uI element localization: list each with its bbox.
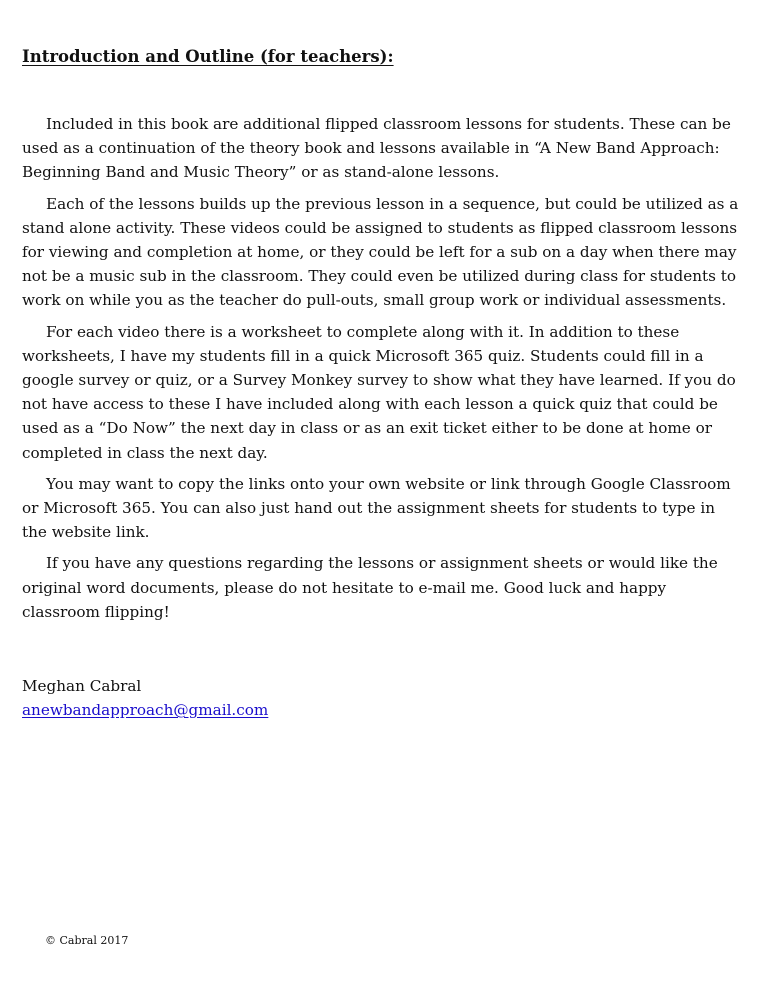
paragraph-lesson-sequence: Each of the lessons builds up the previous lesson in a sequence, but could be utilized as a stand alone activity. These videos could be assigned to students as flipped classroom lessons for viewing and completion at home, or they could be left for a sub on a day when there may not be a music sub in the classroom. They could even be utilized during class for students to work on while you as the teacher do pull-outs, small group work or individual assessments.: [22, 194, 739, 310]
document-body: [22, 112, 744, 631]
signature-block: [22, 674, 422, 722]
page-title: Introduction and Outline (for teachers):: [22, 47, 394, 66]
email-link[interactable]: anewbandapproach@gmail.com: [22, 701, 269, 719]
paragraph-worksheets: For each video there is a worksheet to complete along with it. In addition to these worksheets, I have my students fill in a quick Microsoft 365 quiz. Students could fill in a google survey or quiz, or a Survey Monkey survey to show what they have learned. If you do not have access to these I have included along with each lesson a quick quiz that could be used as a “Do Now” the next day in class or as an exit ticket either to be done at home or completed in class the next day.: [22, 322, 736, 462]
paragraph-links: You may want to copy the links onto your own website or link through Google Classroom or Microsoft 365. You can also just hand out the assignment sheets for students to type in the website link.: [22, 474, 731, 542]
paragraph-questions: If you have any questions regarding the lessons or assignment sheets or would like the original word documents, please do not hesitate to e-mail me. Good luck and happy classroom flipping!: [22, 554, 718, 621]
copyright-footer: © Cabral 2017: [45, 934, 129, 947]
author-name: Meghan Cabral: [22, 677, 142, 695]
paragraph-intro: Included in this book are additional flipped classroom lessons for students. These can be used as a continuation of the theory book and lessons available in “A New Band Approach: Beginning Band and Music Theory” or as stand-alone lessons.: [22, 115, 731, 182]
